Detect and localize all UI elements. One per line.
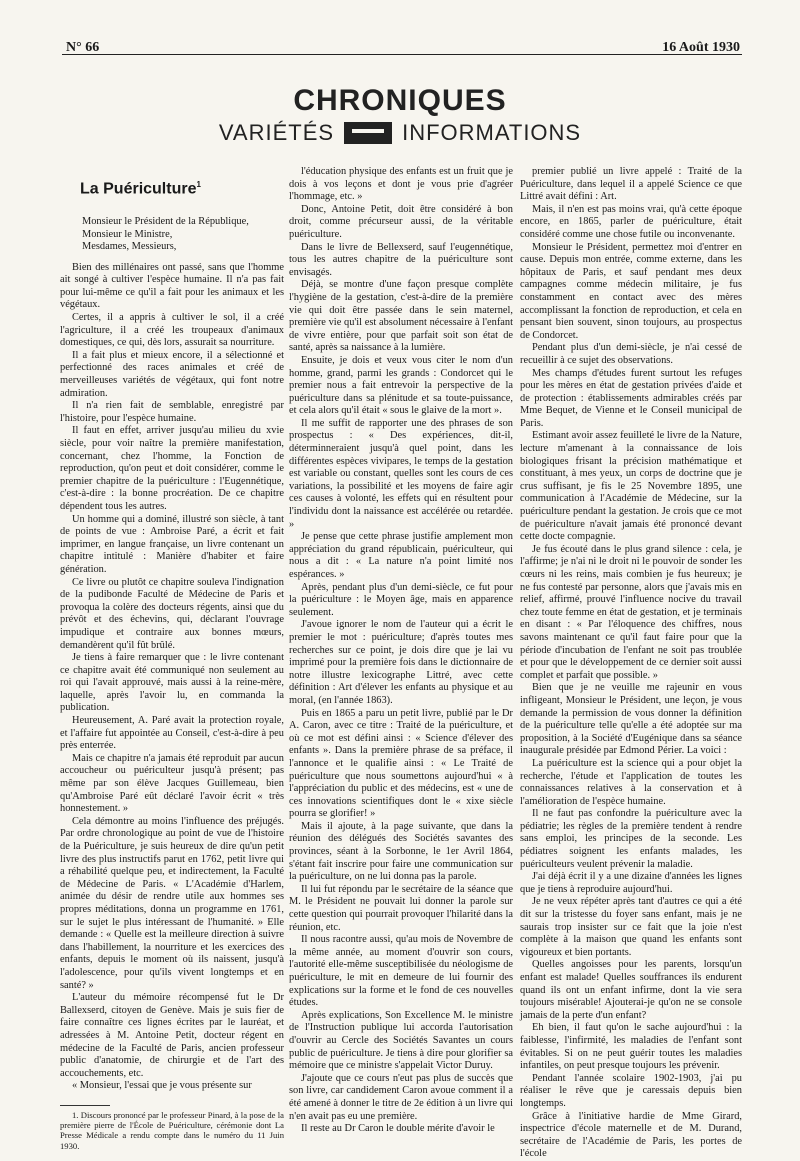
paragraph: Je tiens à faire remarquer que : le livre contenant ce chapitre avait été communiqué non seulement au roi qui l'avait approuvé, mais aussi à la reine-mère, laquelle, après l'avoir lu, en commanda la publication.	[60, 652, 284, 714]
paragraph: Monsieur le Président, permettez moi d'entrer en cause. Depuis mon entrée, comme externe, dans les hôpitaux de Paris, et sauf pendant mes deux campagnes comme médecin militaire, je fus constamment en contact avec des mères accomplissant la fonction de reproduction, et cela en pensant bien souvent, sinon toujours, au prospectus de Condorcet.	[520, 241, 742, 341]
masthead	[0, 84, 800, 146]
paragraph: Ce livre ou plutôt ce chapitre souleva l'indignation de la pudibonde Faculté de Médecine de Paris et provoqua la colère des docteurs régents, ainsi que du prévôt et des échevins, qui, déclarant l'ouvrage impudique et contraire aux bonnes mœurs, demandèrent qu'il fût brûlé.	[60, 576, 284, 651]
article-title	[80, 179, 284, 196]
header-rule	[62, 54, 742, 55]
issue-date: 16 Août 1930	[662, 40, 740, 55]
paragraph: l'éducation physique des enfants est un fruit que je dois à vos leçons et dont je vous prie d'agréer l'hommage, etc. »	[289, 166, 513, 203]
paragraph: Il a fait plus et mieux encore, il a sélectionné et perfectionné des races animales et créé de merveilleuses variétés de végétaux, qui font notre admiration.	[60, 349, 284, 399]
paragraph: Estimant avoir assez feuilleté le livre de la Nature, lecture m'amenant à la connaissance de lois biologiques frisant la précision mathématique et constituant, à mes yeux, un corps de doctrine que je crus suffisant, je fis le 25 Novembre 1895, une communication à l'Académie de Médecine, sur la puériculture pendant la gestation. Je crois que ce mot de puériculture n'avait jamais été prononcé devant cette docte compagnie.	[520, 430, 742, 543]
section-title: CHRONIQUES	[293, 84, 507, 117]
paragraph: Je ne veux répéter après tant d'autres ce qui a été dit sur la tristesse du foyer sans enfant, mais je ne saurais trop insister sur ce fait que la joie n'est complète à la maison que quand les enfants sont vigoureux et bien portants.	[520, 896, 742, 958]
paragraph: Cela démontre au moins l'influence des préjugés. Par ordre chronologique au point de vue de l'histoire de la Puériculture, je suis heureux de dire qu'un petit livre des plus instructifs parut en 1762, petit livre qui a réhabilité quelque peu, et indirectement, la Faculté de Médecine de Paris. « L'Académie d'Harlem, animée du désir de rendre utile aux hommes ses propres méditations, donna un programme en 1761, sur le sujet le plus intéressant de l'humanité. » Elle demande : « Quelle est la meilleure direction à suivre dans l'habillement, la nourriture et les exercices des enfants, depuis le moment où ils naissent, jusqu'à l'adolescence, pour qu'ils vivent longtemps et en santé? »	[60, 815, 284, 991]
paragraph: Certes, il a appris à cultiver le sol, il a créé l'agriculture, il a créé les troupeaux d'animaux domestiques, ce qui, dès lors, assurait sa nourriture.	[60, 312, 284, 349]
paragraph: L'auteur du mémoire récompensé fut le Dr Ballexserd, citoyen de Genève. Mais je suis fier de faire connaître ces lignes écrites par le lauréat, et adressées à M. Antoine Petit, docteur régent en médecine de la Faculté de Paris, ancien professeur public d'anatomie, de chirurgie et de l'art des accouchements, etc.	[60, 992, 284, 1079]
paragraph: Mesdames, Messieurs,	[82, 241, 177, 253]
paragraph: Déjà, se montre d'une façon presque complète l'hygiène de la gestation, c'est-à-dire de la première vie qui doit être passée dans le sein maternel, première vie qu'il est absolument nécessaire à l'enfant de vivre entière, pour que parfait soit son état de santé, après sa naissance à la lumière.	[289, 279, 513, 354]
paragraph: Puis en 1865 a paru un petit livre, publié par le Dr A. Caron, avec ce titre : Traité de la puériculture, et où ce mot est défini ainsi : « Science d'élever des enfants ». Dans la première phrase de sa préface, il l'annonce et le qualifie ainsi : « Le Traité de puériculture que nous soumettons aujourd'hui « à l'appréciation du public et des médecins, est « une de ces innovations scientifiques dont le « xixe siècle pourra se glorifier! »	[289, 707, 513, 820]
subtitle-left: VARIÉTÉS	[218, 120, 335, 145]
footnote: 1. Discours prononcé par le professeur Pinard, à la pose de la première pierre de l'École de Puériculture, cérémonie dont La Presse Médicale a rendu compte dans le numéro du 11 Juin 1930.	[60, 1109, 284, 1151]
paragraph: La puériculture est la science qui a pour objet la recherche, l'étude et l'application de toutes les connaissances relatives à la conservation et à l'amélioration de l'espèce humaine.	[520, 757, 742, 807]
paragraph: Grâce à l'initiative hardie de Mme Girard, inspectrice d'école maternelle et de M. Durand, secrétaire de l'Académie de Paris, les portes de l'école	[520, 1110, 742, 1160]
paragraph: Monsieur le Président de la République,	[82, 215, 249, 227]
paragraph: Il faut en effet, arriver jusqu'au milieu du xvie siècle, pour voir naître la première manifestation, concernant, chez l'homme, la Fonction de reproduction, qu'on peut et doit considérer, comme le premier chapitre de la puériculture : l'Eugennétique, c'est-à-dire : la bonne procréation. De ce chapitre dépendent tous les autres.	[60, 425, 284, 512]
paragraph: Il n'a rien fait de semblable, enregistré par l'histoire, pour l'espèce humaine.	[60, 400, 284, 424]
article-title-text: La Puériculture	[80, 180, 197, 198]
paragraph: Pendant l'année scolaire 1902-1903, j'ai pu réaliser le rêve que je caressais depuis bien longtemps.	[520, 1072, 742, 1109]
paragraph: Un homme qui a dominé, illustré son siècle, à tant de points de vue : Ambroise Paré, a écrit et fait imprimer, en langue française, un livre contenant un chapitre intitulé : Manière d'habiter et faire génération.	[60, 513, 284, 575]
paragraph: J'avoue ignorer le nom de l'auteur qui a écrit le premier le mot : puériculture; d'après toutes mes recherches sur ce point, je dois dire que je lai vu imprimé pour la première fois dans le dictionnaire de notre illustre lexicographe Littré, avec cette définition : Art d'élever les enfants au physique et au moral, (en l'année 1863).	[289, 619, 513, 706]
paragraph: Mes champs d'études furent surtout les refuges pour les mères en état de gestation privées d'aide et de protection : établissements admirables créés par Mme Bequet, de Vienne et le Conseil municipal de Paris.	[520, 367, 742, 429]
paragraph: Il nous racontre aussi, qu'au mois de Novembre de la même année, au moment d'ouvrir son cours, l'autorité elle-même susceptibilisée du néologisme de puériculture, le mit en demeure de lui fournir des explications sur la forme et le fond de ces nouvelles études.	[289, 934, 513, 1009]
subtitle-right: INFORMATIONS	[402, 120, 582, 145]
paragraph: « Monsieur, l'essai que je vous présente sur	[72, 1080, 252, 1092]
paragraph: Mais ce chapitre n'a jamais été reproduit par aucun accoucheur ou puériculteur jusqu'à présent; pas même par son élève Jacques Guillemeau, bien qu'Ambroise Paré eût déclaré l'avoir écrit « très honnestement. »	[60, 752, 284, 815]
paragraph: J'ajoute que ce cours n'eut pas plus de succès que son livre, car candidement Caron avoue comment il a été amené à donner le titre de 2e édition à un livre qui n'en avait pas eu une première.	[289, 1072, 513, 1122]
ornament-icon	[344, 122, 392, 144]
paragraph: Mais, il n'en est pas moins vrai, qu'à cette époque encore, en 1865, parler de puériculture, était considéré comme une chose futile ou inconvenante.	[520, 203, 742, 240]
salutation	[60, 216, 284, 254]
paragraph: Bien des millénaires ont passé, sans que l'homme ait songé à cultiver l'espèce humaine. Il n'a pas fait pour lui-même ce qu'il a fait pour les animaux et les végétaux.	[60, 261, 284, 311]
footnote-rule	[60, 1105, 110, 1106]
column-1	[60, 175, 284, 1151]
paragraph: Monsieur le Ministre,	[82, 228, 173, 240]
paragraph: Pendant plus d'un demi-siècle, je n'ai cessé de recueillir à ce sujet des observations.	[520, 342, 742, 366]
paragraph: Il me suffit de rapporter une des phrases de son prospectus : « Des expériences, dit-il, déterminneraient jusqu'à quel point, dans les différentes espèces vivipares, le temps de la gestation est variable ou constant, quelles sont les cours de ces variations, la possibilité et les moyens de faire agir ces causes à volonté, les effets qui en résultent pour l'individu dont la naissance est accélérée ou retardée. »	[289, 417, 513, 530]
paragraph: Heureusement, A. Paré avait la protection royale, et l'affaire fut appointée au Conseil, c'est-à-dire à peu près enterrée.	[60, 715, 284, 752]
column-3	[520, 166, 742, 1161]
paragraph: Donc, Antoine Petit, doit être considéré à bon droit, comme précurseur aussi, de la véritable puériculture.	[289, 203, 513, 240]
section-subtitle	[0, 120, 800, 146]
paragraph: Quelles angoisses pour les parents, lorsqu'un enfant est malade! Quelles souffrances ils endurent quand ils ont un enfant infirme, dont la vie sera toujours misérable! Ajouterai-je qu'on ne se console jamais de la perte d'un enfant?	[520, 959, 742, 1021]
footnote-marker: 1	[196, 180, 201, 189]
paragraph: Eh bien, il faut qu'on le sache aujourd'hui : la faiblesse, l'infirmité, les maladies de l'enfant sont évitables. Si on ne peut guérir toutes les maladies infantiles, on peut presque toujours les prévenir.	[520, 1022, 742, 1072]
column-2	[289, 166, 513, 1136]
issue-number: N° 66	[66, 40, 100, 55]
paragraph: Bien que je ne veuille me rajeunir en vous infligeant, Monsieur le Président, une leçon, je vous demande la permission de vous donner la définition de la puériculture telle qu'elle a été adoptée sur ma proposition, à la Société d'Eugénique dans sa séance inaugurale présidée par Edmond Périer. La voici :	[520, 682, 742, 757]
paragraph: Après, pendant plus d'un demi-siècle, ce fut pour la puériculture : le Moyen âge, mais en apparence seulement.	[289, 581, 513, 618]
column-1-text	[60, 262, 284, 1093]
paragraph: Il reste au Dr Caron le double mérite d'avoir le	[301, 1123, 495, 1135]
paragraph: Ensuite, je dois et veux vous citer le nom d'un homme, grand, parmi les grands : Condorcet qui le premier nous a fait entrevoir la perspective de la puériculture dans sa plénitude et sa toute-puissance, et cela alors qu'il était « sous le glaive de la mort ».	[289, 354, 513, 417]
paragraph: J'ai déjà écrit il y a une dizaine d'années les lignes que je tiens à reproduire aujourd'hui.	[520, 871, 742, 895]
paragraph: Il ne faut pas confondre la puériculture avec la pédiatrie; les règles de la première tendent à rendre sans emploi, les principes de la seconde. Les pédiatres soignent les enfants malades, les puériculteurs veulent prévenir la maladie.	[520, 808, 742, 870]
column-3-text	[520, 166, 742, 1161]
paragraph: Je fus écouté dans le plus grand silence : cela, je l'affirme; je n'ai ni le droit ni le pouvoir de sonder les cœurs ni les reins, mais combien je fus heureux; je ne fus contesté par personne, alors que j'avais mis en relief, affirmé, prouvé l'influence nocive du travail chez toute femme en état de gestation, et je terminais en disant : « Par l'éloquence des chiffres, nous savons maintenant ce qu'il faut faire pour que la période d'incubation de l'enfant ne soit pas troublée et pour que le développement de ce dernier soit aussi complet et parfait que possible. »	[520, 543, 742, 681]
paragraph: Après explications, Son Excellence M. le ministre de l'Instruction publique lui accorda l'autorisation d'ouvrir au Cercle des Sociétés Savantes un cours public de puériculture. Je tiens à dire pour glorifier sa mémoire que ce ministre s'appelait Victor Duruy.	[289, 1009, 513, 1072]
paragraph: Je pense que cette phrase justifie amplement mon appréciation du grand républicain, puériculteur, qui nous a dit : « La nature n'a point limité nos espérances. »	[289, 531, 513, 580]
paragraph: Dans le livre de Bellexserd, sauf l'eugennétique, tous les autres chapitre de la puériculture sont envisagés.	[289, 241, 513, 278]
column-2-text	[289, 166, 513, 1136]
paragraph: premier publié un livre appelé : Traité de la Puériculture, dans lequel il a appelé Science ce que Littré avait défini : Art.	[520, 166, 742, 203]
paragraph: Mais il ajoute, à la page suivante, que dans la réunion des délégués des Sociétés savantes des provinces, séant à la Sorbonne, le 1er Avril 1864, s'étant fait inscrire pour faire une communication sur la puériculture, on ne lui donna pas la parole.	[289, 820, 513, 883]
paragraph: Il lui fut répondu par le secrétaire de la séance que M. le Président ne pouvait lui donner la parole sur cette question qui pourrait provoquer l'hilarité dans la réunion, etc.	[289, 883, 513, 933]
